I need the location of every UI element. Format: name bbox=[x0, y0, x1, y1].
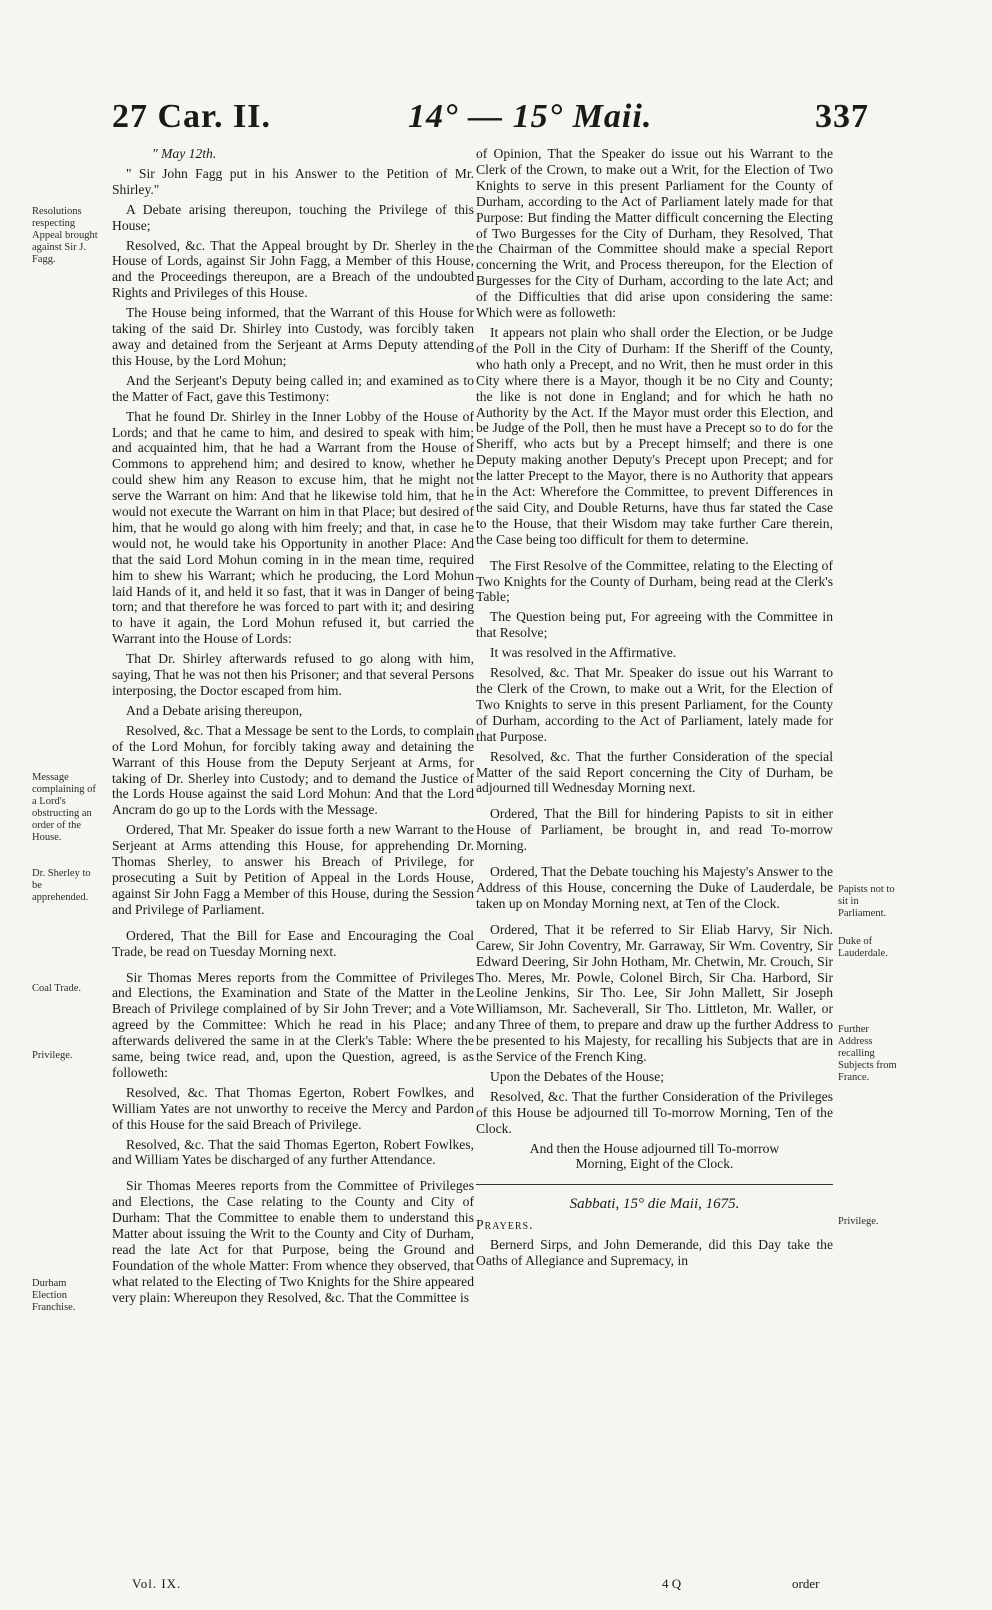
paragraph: Resolved, &c. That Thomas Egerton, Robert Fowlkes, and William Yates are not unworthy to receive the Mercy and Pardon of this House for the said Breach of Privilege. bbox=[112, 1084, 474, 1132]
paragraph: And a Debate arising thereupon, bbox=[126, 702, 303, 718]
paragraph: Ordered, That it be referred to Sir Eliab Harvy, Sir Nich. Carew, Sir John Coventry, Mr. Garraway, Sir Wm. Coventry, Sir Edward Deering, Sir John Hotham, Mr. Chetwin, Mr. Crouch, Sir Tho. Meres, Mr. Powle, Colonel Birch, Sir Cha. Harbord, Sir Leoline Jenkins, Sir Tho. Lee, Sir John Mallett, Sir Joseph Williamson, Mr. Sacheverall, Sir Tho. Littleton, Mr. Waller, or any Three of them, to prepare and draw up the further Address to be presented to his Majesty, for recalling his Subjects that are in the Service of the French King. bbox=[476, 921, 833, 1065]
margin-note-durham: Durham Election Franchise. bbox=[32, 1278, 76, 1313]
paragraph: Ordered, That Mr. Speaker do issue forth a new Warrant to the Serjeant at Arms attending this House, for apprehending Dr. Thomas Sherley, to answer his Breach of Privilege, for prosecuting a Suit by Petition of Appeal in the Lords House, against Sir John Fagg a Member of this House, during the Session and Privilege of Parliament. bbox=[112, 822, 474, 917]
paragraph: The House being informed, that the Warrant of this House for taking of the said Dr. Shirley into Custody, was forcibly taken away and detained from the Serjeant at Arms Deputy attending this House, by the Lord Mohun; bbox=[112, 305, 474, 368]
margin-note-lauderdale: Duke of Lauderdale. bbox=[838, 936, 888, 959]
paragraph: It appears not plain who shall order the Election, or be Judge of the Poll in the City of Durham: If the Sheriff of the County, who hath only a Precept, and no Writ, then he must order in this City where there is a Mayor, though it be no City and County; the like is not done in England; and for which he hath no Authority by the Act. If the Mayor must order this Election, and be Judge of the Poll, then he must have a Precept so to do for the Sheriff, who acts but by a Precept himself; and there is one Deputy making another Deputy's Precept upon Precept; and for the latter Precept to the Mayor, there is no Authority that appears in the Act: Wherefore the Committee, to prevent Differences in the said City, and Double Returns, have thus far stated the Case to the House, that their Wisdom may take further Care therein, the Case being too difficult for them to determine. bbox=[476, 324, 833, 547]
margin-note-privilege: Privilege. bbox=[32, 1050, 73, 1061]
signature-mark: 4 Q bbox=[662, 1576, 682, 1591]
volume-footer: Vol. IX. bbox=[132, 1576, 182, 1591]
paragraph: The First Resolve of the Committee, relating to the Electing of Two Knights for the County of Durham, being read at the Clerk's Table; bbox=[476, 557, 833, 605]
paragraph: Sir Thomas Meeres reports from the Committee of Privileges and Elections, the Case relating to the County and City of Durham: That the Committee to enable them to understand this Matter about issuing the Writ to the County and City of Durham, read the late Act for that Purpose, being the Ground and Foundation of the whole Matter: From whence they observed, that what related to the Electing of Two Knights for the Shire appeared very plain: Whereupon they Resolved, &c. That the Committee is bbox=[112, 1178, 474, 1305]
paragraph: Resolved, &c. That Mr. Speaker do issue out his Warrant to the Clerk of the Crown, to make out a Writ, for the Election of Two Knights to serve in this present Parliament, for the County of Durham, according to the Act of Parliament, lately made for that Purpose. bbox=[476, 665, 833, 744]
paragraph: Ordered, That the Bill for Ease and Encouraging the Coal Trade, be read on Tuesday Morning next. bbox=[112, 927, 474, 959]
paragraph: Bernerd Sirps, and John Demerande, did this Day take the Oaths of Allegiance and Supremacy, in bbox=[476, 1237, 833, 1269]
date-heading: " May 12th. bbox=[152, 146, 217, 161]
paragraph: Resolved, &c. That the further Consideration of the special Matter of the said Report concerning the City of Durham, be adjourned till Wednesday Morning next. bbox=[476, 748, 833, 796]
paragraph: " Sir John Fagg put in his Answer to the Petition of Mr. Shirley." bbox=[112, 165, 474, 197]
paragraph: Sir Thomas Meres reports from the Committee of Privileges and Elections, the Examination and State of the Matter in the Breach of Privilege complained of by Sir John Trever; and a Vote agreed by the Committee: Which he read in his Place; and afterwards delivered the same in at the Clerk's Table: Where the same, being twice read, and, upon the Question, agreed, is as followeth: bbox=[112, 969, 474, 1080]
right-column bbox=[476, 146, 833, 1273]
section-divider bbox=[476, 1184, 833, 1185]
margin-note-privilege-right: Privilege. bbox=[838, 1216, 879, 1227]
prayers-heading: Prayers. bbox=[476, 1217, 534, 1233]
margin-note-coal-trade: Coal Trade. bbox=[32, 983, 82, 994]
left-column bbox=[112, 146, 474, 1310]
paragraph: That Dr. Shirley afterwards refused to go along with him, saying, That he was not then his Prisoner; and that several Persons interposing, the Doctor escaped from him. bbox=[112, 651, 474, 698]
paragraph: Resolved, &c. That the said Thomas Egerton, Robert Fowlkes, and William Yates be discharged of any further Attendance. bbox=[112, 1136, 474, 1168]
paragraph: Resolved, &c. That the Appeal brought by Dr. Sherley in the House of Lords, against Sir John Fagg, a Member of this House, and the Proceedings thereupon, are a Breach of the undoubted Rights and Privileges of this House. bbox=[112, 237, 474, 301]
margin-note-message: Message complaining of a Lord's obstructing an order of the House. bbox=[32, 772, 96, 843]
paragraph: That he found Dr. Shirley in the Inner Lobby of the House of Lords; and that he came to him, and desired to speak with him; and acquainted him, that he had a Warrant from the House of Commons to apprehend him; and desired to know, whether he could shew him any Reason to excuse him, that he might not serve the Warrant on him: And that he likewise told him, that he would not execute the Warrant on him in that Place; but desired of him, that he would go along with him freely; and that, in case he would not, he would take his Opportunity in another Place: And that the said Lord Mohun coming in in the mean time, required him to shew his Warrant; which he producing, the Lord Mohun laid Hands of it, and held it so fast, that it was in Danger of being torn; and that therefore he was forced to part with it; and desiring to have it again, the Lord Mohun refused it, but carried the Warrant into the House of Lords: bbox=[112, 408, 474, 647]
running-head-left: 27 Car. II. bbox=[112, 98, 271, 135]
paragraph: of Opinion, That the Speaker do issue out his Warrant to the Clerk of the Crown, to make out a Writ, for the Election of Two Knights to serve in this present Parliament for the County of Durham, according to the Act of Parliament lately made for that Purpose: But finding the Matter difficult concerning the Electing of Two Burgesses for the City of Durham, they Resolved, That the Chairman of the Committee should make a special Report concerning the Writ, and Process thereupon, for the Election of Burgesses for the City of Durham, according to the late Act; and of the Difficulties that did arise upon considering the same: Which were as followeth: bbox=[476, 146, 833, 321]
catchword: order bbox=[792, 1576, 820, 1591]
paragraph: The Question being put, For agreeing with the Committee in that Resolve; bbox=[476, 609, 833, 641]
margin-note-sherley: Dr. Sherley to be apprehended. bbox=[32, 868, 91, 903]
paragraph: Resolved, &c. That a Message be sent to the Lords, to complain of the Lord Mohun, for forcibly taking away and detaining the Warrant of this House from the Deputy Serjeant at Arms, for taking of Dr. Sherley into Custody; and to demand the Justice of the Lords House against the said Lord Mohun: And that the Lord Ancram do go up to the Lords with the Message. bbox=[112, 722, 474, 818]
date-heading-sabbati: Sabbati, 15° die Maii, 1675. bbox=[569, 1196, 740, 1213]
margin-note-france: Further Address recalling Subjects from France. bbox=[838, 1024, 897, 1083]
paragraph: And the Serjeant's Deputy being called in; and examined as to the Matter of Fact, gave this Testimony: bbox=[112, 372, 474, 404]
paragraph: Ordered, That the Bill for hindering Papists to sit in either House of Parliament, be brought in, and read To-morrow Morning. bbox=[476, 806, 833, 854]
paragraph: Ordered, That the Debate touching his Majesty's Answer to the Address of this House, concerning the Duke of Lauderdale, be taken up on Monday Morning next, at Ten of the Clock. bbox=[476, 864, 833, 911]
paragraph: Upon the Debates of the House; bbox=[490, 1068, 665, 1084]
paragraph: Resolved, &c. That the further Consideration of the Privileges of this House be adjourned till To-morrow Morning, Ten of the Clock. bbox=[476, 1088, 833, 1136]
adjournment-line: And then the House adjourned till To-morrow Morning, Eight of the Clock. bbox=[529, 1140, 780, 1172]
running-head-center: 14° — 15° Maii. bbox=[408, 98, 653, 135]
page-number: 337 bbox=[815, 98, 869, 135]
paragraph: It was resolved in the Affirmative. bbox=[490, 645, 677, 661]
margin-note-resolutions: Resolutions respecting Appeal brought against Sir J. Fagg. bbox=[32, 206, 98, 265]
margin-note-papists: Papists not to sit in Parliament. bbox=[838, 884, 895, 919]
paragraph: A Debate arising thereupon, touching the Privilege of this House; bbox=[112, 201, 474, 233]
